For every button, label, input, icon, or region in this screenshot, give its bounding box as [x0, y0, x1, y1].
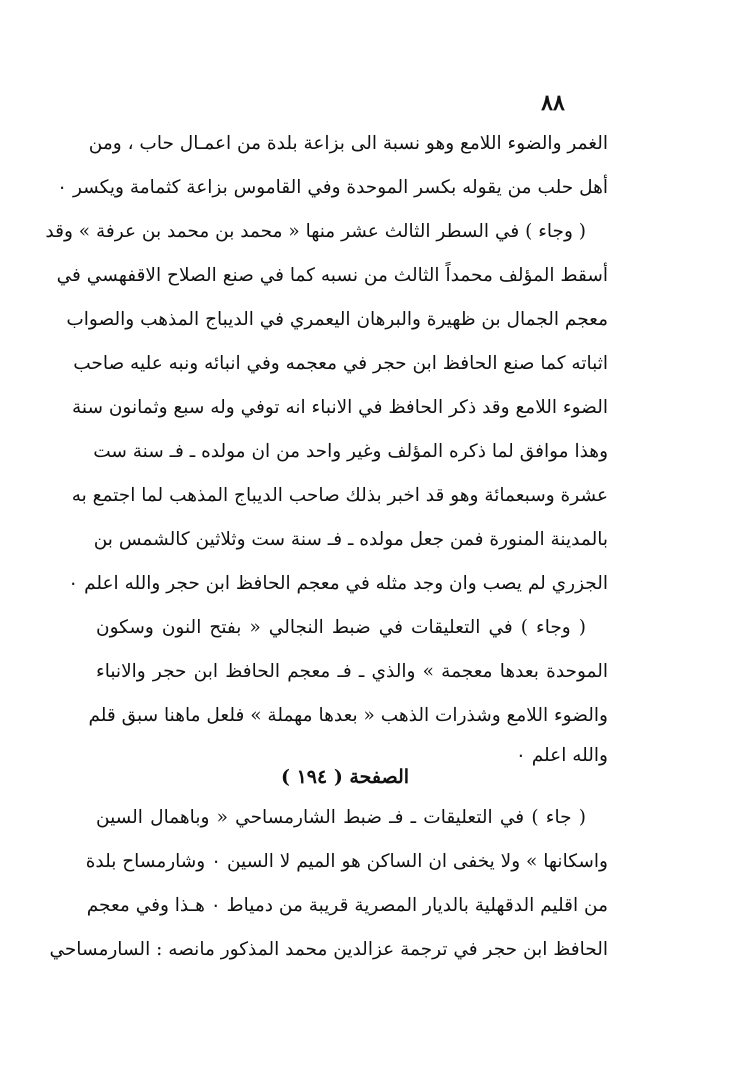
text-line: عشرة وسبعمائة وهو قد اخبر بذلك صاحب الديباج المذهب لما اجتمع به — [71, 485, 608, 506]
text-line: ( وجاء ) في السطر الثالث عشر منها « محمد بن محمد بن عرفة » وقد — [45, 221, 586, 242]
text-line: الغمر والضوء اللامع وهو نسبة الى بزاعة بلدة من اعمـال حاب ، ومن — [88, 133, 608, 154]
text-line: والضوء اللامع وشذرات الذهب « بعدها مهملة » فلعل ماهنا سبق قلم — [88, 705, 608, 726]
text-line: ( وجاء ) في التعليقات في ضبط النجالي « بفتح النون وسكون — [96, 617, 586, 638]
text-line: اثباته كما صنع الحافظ ابن حجر في معجمه وفي انبائه ونبه عليه صاحب — [73, 353, 608, 374]
text-line: الموحدة بعدها معجمة » والذي ـ فـ معجم الحافظ ابن حجر والانباء — [96, 661, 608, 682]
text-line: واسكانها » ولا يخفى ان الساكن هو الميم لا السين ٠ وشارمساح بلدة — [85, 851, 608, 872]
text-line: وهذا موافق لما ذكره المؤلف وغير واحد من ان مولده ـ فـ سنة ست — [93, 441, 608, 462]
page-number: ٨٨ — [541, 90, 565, 116]
text-line: من اقليم الدقهلية بالديار المصرية قريبة من دمياط ٠ هـذا وفي معجم — [86, 895, 608, 916]
text-line: الحافظ ابن حجر في ترجمة عزالدين محمد المذكور مانصه : السارمساحي — [49, 939, 608, 960]
section-heading: الصفحة ( ١٩٤ ) — [280, 766, 410, 788]
text-line: بالمدينة المنورة فمن جعل مولده ـ فـ سنة ست وثلاثين كالشمس بن — [93, 529, 608, 550]
text-line: معجم الجمال بن ظهيرة والبرهان اليعمري في الديباج المذهب والصواب — [66, 309, 608, 330]
text-line: ( جاء ) في التعليقات ـ فـ ضبط الشارمساحي « وباهمال السين — [96, 807, 586, 828]
text-line: الضوء اللامع وقد ذكر الحافظ في الانباء انه توفي وله سبع وثمانون سنة — [71, 397, 608, 418]
text-line: أسقط المؤلف محمداً الثالث من نسبه كما في صنع الصلاح الاقفهسي في — [56, 265, 608, 286]
text-line: الجزري لم يصب وان وجد مثله في معجم الحافظ ابن حجر والله اعلم ٠ — [68, 573, 608, 594]
text-line: والله اعلم ٠ — [515, 745, 608, 766]
text-line: أهل حلب من يقوله بكسر الموحدة وفي القاموس بزاعة كثمامة ويكسر ٠ — [57, 177, 608, 198]
